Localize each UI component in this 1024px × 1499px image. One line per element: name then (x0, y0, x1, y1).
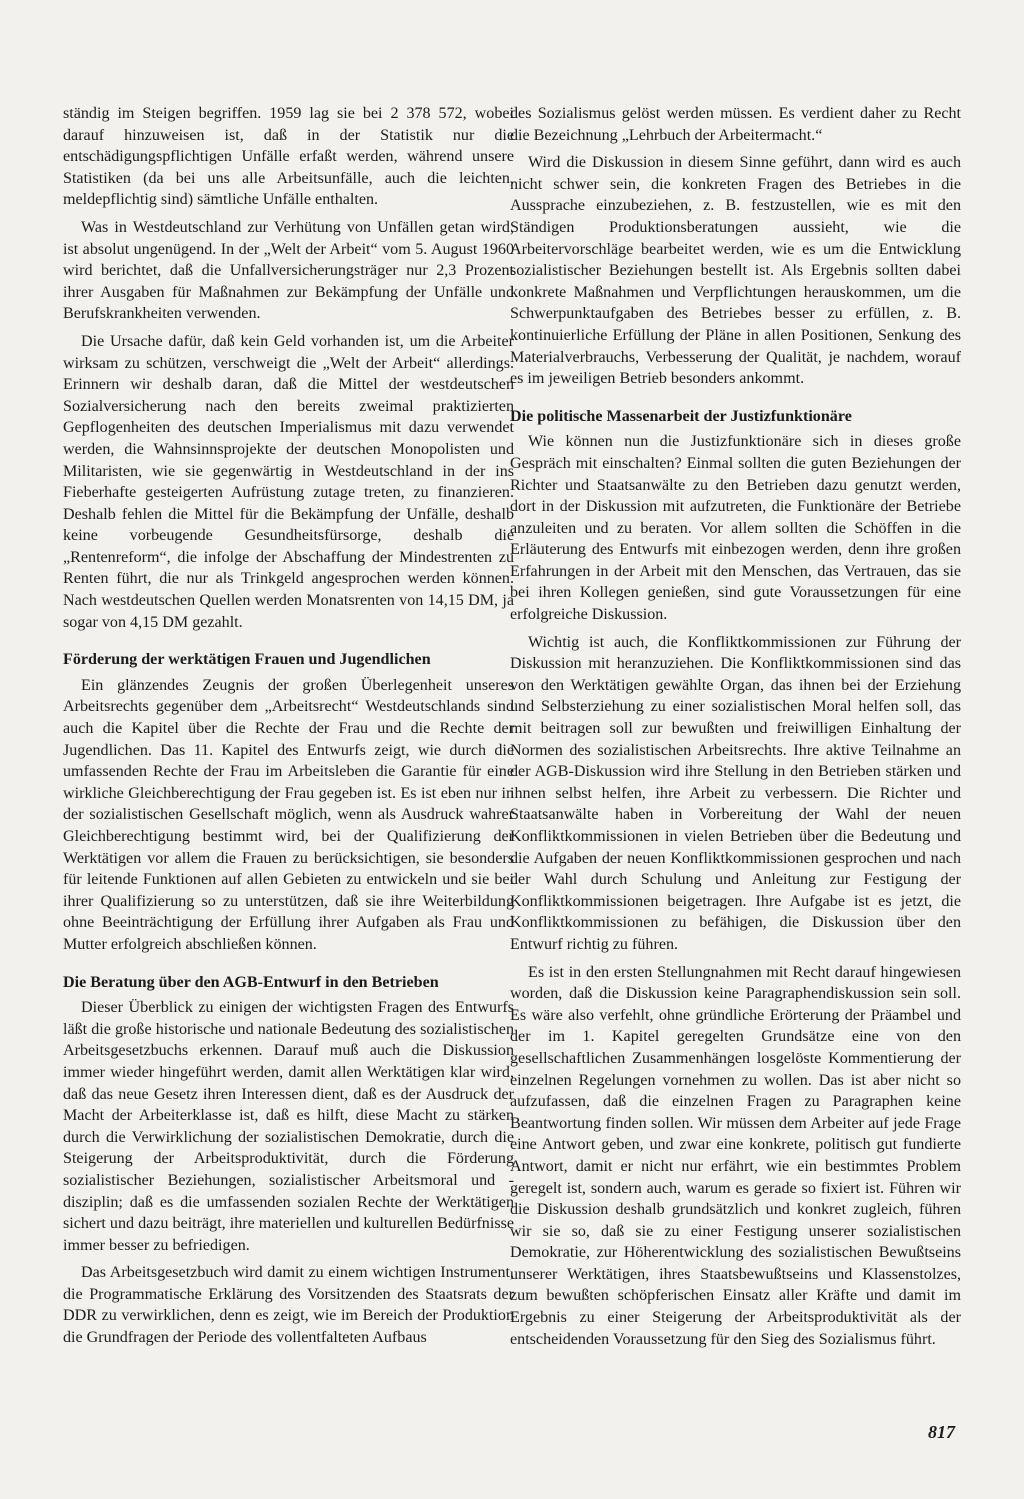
section-heading: Förderung der werktätigen Frauen und Jugendlichen (63, 651, 431, 669)
page-number: 817 (928, 1422, 955, 1442)
paragraph: Es ist in den ersten Stellungnahmen mit Recht darauf hingewiesen worden, daß die Diskussion keine Paragraphendiskussion sein soll. Es wäre also verfehlt, ohne gründliche Erörterung der Präambel und der im 1. Kapitel geregelten Grundsätze eine von den gesellschaftlichen Zusammenhängen losgelöste Kommentierung der einzelnen Regelungen vornehmen zu wollen. Das ist aber nicht so aufzufassen, daß die einzelnen Fragen zu Paragraphen keine Beantwortung finden sollen. Wir müssen dem Arbeiter auf jede Frage eine Antwort geben, und zwar eine konkrete, politisch gut fundierte Antwort, damit er nicht nur erfährt, wie ein bestimmtes Problem geregelt ist, sondern auch, warum es gerade so fixiert ist. Führen wir die Diskussion deshalb grundsätzlich und konkret zugleich, führen wir sie so, daß sie zu einer Festigung unserer sozialistischen Demokratie, zur Höherentwicklung des sozialistischen Bewußtseins unserer Werktätigen, ihres Staatsbewußtseins und Klassenstolzes, zum bewußten schöpferischen Einsatz aller Kräfte und damit im Ergebnis zu einer Steigerung der Arbeitsproduktivität als der entscheidenden Voraussetzung für den Sieg des Sozialismus führt. (510, 963, 961, 1348)
section-heading: Die Beratung über den AGB-Entwurf in den Betrieben (63, 973, 439, 991)
paragraph: Das Arbeitsgesetzbuch wird damit zu einem wichtigen Instrument, die Programmatische Erklärung des Vorsitzenden des Staatsrats der DDR zu verwirklichen, denn es zeigt, wie im Bereich der Produktion die Grundfragen der Periode des vollentfalteten Aufbaus (63, 1264, 514, 1347)
left-column (63, 103, 514, 1355)
paragraph: Was in Westdeutschland zur Verhütung von Unfällen getan wird, ist absolut ungenügend. In der „Welt der Arbeit“ vom 5. August 1960 wird berichtet, daß die Unfallversicherungsträger nur 2,3 Prozent ihrer Ausgaben für Maßnahmen zur Bekämpfung der Unfälle und Berufskrankheiten verwenden. (63, 218, 514, 323)
section-heading: Die politische Massenarbeit der Justizfunktionäre (510, 407, 852, 425)
paragraph: Wird die Diskussion in diesem Sinne geführt, dann wird es auch nicht schwer sein, die konkreten Fragen des Betriebes in die Aussprache einzubeziehen, z. B. festzustellen, wie es mit den Ständigen Produktionsberatungen aussieht, wie die Arbeitervorschläge bearbeitet werden, wie es um die Entwicklung sozialistischer Beziehungen bestellt ist. Als Ergebnis sollten dabei konkrete Maßnahmen und Verpflichtungen herauskommen, um die Schwerpunktaufgaben des Betriebes besser zu erfüllen, z. B. kontinuierliche Erfüllung der Pläne in allen Positionen, Senkung des Materialverbrauchs, Verbesserung der Qualität, je nachdem, worauf es im jeweiligen Betrieb besonders ankommt. (510, 154, 961, 388)
paragraph: des Sozialismus gelöst werden müssen. Es verdient daher zu Recht die Bezeichnung „Lehrbuch der Arbeitermacht.“ (510, 105, 961, 144)
right-column (510, 103, 961, 1356)
paragraph: Wichtig ist auch, die Konfliktkommissionen zur Führung der Diskussion mit heranzuziehen. Die Konfliktkommissionen sind das von den Werktätigen gewählte Organ, das ihnen bei der Erziehung und Selbsterziehung zu einer sozialistischen Moral helfen soll, das mit beitragen soll zur bewußten und freiwilligen Einhaltung der Normen des sozialistischen Arbeitsrechts. Ihre aktive Teilnahme an der AGB-Diskussion wird ihre Stellung in den Betrieben stärken und ihnen selbst helfen, ihre Arbeit zu verbessern. Die Richter und Staatsanwälte haben in Vorbereitung der Wahl der neuen Konfliktkommissionen in vielen Betrieben über die Bedeutung und die Aufgaben der neuen Konfliktkommissionen gesprochen und nach der Wahl durch Schulung und Anleitung zur Festigung der Konfliktkommissionen beigetragen. Ihre Aufgabe ist es jetzt, die Konfliktkommissionen zu befähigen, die Diskussion über den Entwurf richtig zu führen. (510, 633, 961, 953)
paragraph: ständig im Steigen begriffen. 1959 lag sie bei 2 378 572, wobei darauf hinzuweisen ist, daß in der Statistik nur die entschädigungspflichtigen Unfälle erfaßt werden, während unsere Statistiken (da bei uns alle Arbeitsunfälle, auch die leichten, meldepflichtig sind) sämtliche Unfälle enthalten. (63, 105, 514, 209)
paragraph: Wie können nun die Justizfunktionäre sich in dieses große Gespräch mit einschalten? Einmal sollten die guten Beziehungen der Richter und Staatsanwälte zu den Betrieben dazu genutzt werden, dort in der Diskussion mit aufzutreten, die Funktionäre der Betriebe anzuleiten und zu beraten. Vor allem sollten die Schöffen in die Erläuterung des Entwurfs mit einbezogen werden, denn ihre großen Erfahrungen in der Arbeit mit den Menschen, das Vertrauen, das sie bei ihren Kollegen genießen, sind gute Voraussetzungen für eine erfolgreiche Diskussion. (510, 433, 961, 624)
paragraph: Die Ursache dafür, daß kein Geld vorhanden ist, um die Arbeiter wirksam zu schützen, verschweigt die „Welt der Arbeit“ allerdings. Erinnern wir deshalb daran, daß die Mittel der westdeutschen Sozialversicherung nach den bereits zweimal praktizierten Gepflogenheiten des deutschen Imperialismus mit dazu verwendet werden, die Wahnsinnsprojekte der deutschen Monopolisten und Militaristen, wie sie gegenwärtig in Westdeutschland in der ins Fieberhafte gesteigerten Aufrüstung zutage treten, zu finanzieren. Deshalb fehlen die Mittel für die Bekämpfung der Unfälle, deshalb keine vorbeugende Gesundheitsfürsorge, deshalb die „Rentenreform“, die infolge der Abschaffung der Mindestrenten zu Renten führt, die nur als Trinkgeld angesprochen werden können. Nach westdeutschen Quellen werden Monatsrenten von 14,15 DM, ja sogar von 4,15 DM gezahlt. (63, 332, 514, 631)
paragraph: Dieser Überblick zu einigen der wichtigsten Fragen des Entwurfs läßt die große historische und nationale Bedeutung des sozialistischen Arbeitsgesetzbuchs erkennen. Darauf muß auch die Diskussion immer wieder hingeführt werden, damit allen Werktätigen klar wird, daß das neue Gesetz ihren Interessen dient, daß es der Ausdruck der Macht der Arbeiterklasse ist, daß es hilft, diese Macht zu stärken durch die Verwirklichung der sozialistischen Demokratie, durch die Steigerung der Arbeitsproduktivität, durch die Förderung sozialistischer Beziehungen, sozialistischer Arbeitsmoral und -disziplin; daß es die umfassenden sozialen Rechte der Werktätigen sichert und dazu beiträgt, ihre materiellen und kulturellen Bedürfnisse immer besser zu befriedigen. (63, 999, 514, 1254)
paragraph: Ein glänzendes Zeugnis der großen Überlegenheit unseres Arbeitsrechts gegenüber dem „Arbeitsrecht“ Westdeutschlands sind auch die Kapitel über die Rechte der Frau und die Rechte der Jugendlichen. Das 11. Kapitel des Entwurfs zeigt, wie durch die umfassenden Rechte der Frau im Arbeitsleben die Garantie für eine wirkliche Gleichberechtigung der Frau gegeben ist. Es ist eben nur in der sozialistischen Gesellschaft möglich, wenn als Ausdruck wahrer Gleichberechtigung bestimmt wird, bei der Qualifizierung der Werktätigen vor allem die Frauen zu berücksichtigen, sie besonders für leitende Funktionen auf allen Gebieten zu entwickeln und sie bei ihrer Qualifizierung so zu unterstützen, daß sie ihre Weiterbildung ohne Beeinträchtigung der Erfüllung ihrer Aufgaben als Frau und Mutter erfolgreich abschließen können. (63, 676, 514, 953)
